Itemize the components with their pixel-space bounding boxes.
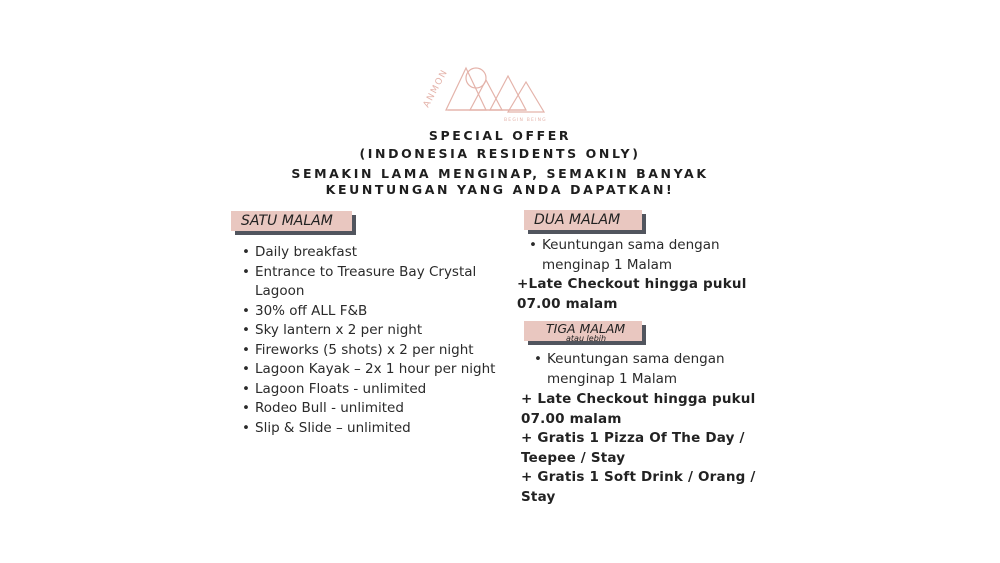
tiga-malam-tag-sub: atau lebih: [566, 334, 607, 343]
list-item: • Keuntungan sama dengan menginap 1 Malam: [529, 236, 749, 275]
list-item: • Entrance to Treasure Bay Crystal Lagoon: [242, 263, 517, 302]
satu-malam-tag: SATU MALAM: [231, 211, 352, 231]
dua-malam-list: [529, 236, 749, 275]
list-item: • Rodeo Bull - unlimited: [242, 399, 517, 419]
tiga-malam-list: [534, 350, 754, 389]
list-item: • Daily breakfast: [242, 243, 517, 263]
logo-tagline-text: BEGIN BEING: [504, 118, 547, 123]
list-item: • Keuntungan sama dengan menginap 1 Malam: [534, 350, 754, 389]
satu-malam-list: [242, 243, 517, 438]
anmon-logo: [408, 58, 550, 126]
list-item: • Sky lantern x 2 per night: [242, 321, 517, 341]
tiga-malam-tag: [524, 321, 642, 341]
offer-tagline-line2: KEUNTUNGAN YANG ANDA DAPATKAN!: [325, 182, 675, 197]
tiga-malam-pizza: + Gratis 1 Pizza Of The Day / Teepee / Stay: [521, 430, 745, 466]
offer-title: SPECIAL OFFER: [428, 128, 572, 143]
list-item: • Lagoon Kayak – 2x 1 hour per night: [242, 360, 517, 380]
dua-malam-late-checkout: +Late Checkout hingga pukul 07.00 malam: [517, 276, 747, 312]
offer-subtitle: (INDONESIA RESIDENTS ONLY): [359, 146, 641, 161]
offer-tagline-line1: SEMAKIN LAMA MENGINAP, SEMAKIN BANYAK: [291, 166, 709, 181]
tiga-malam-soft-drink: + Gratis 1 Soft Drink / Orang / Stay: [521, 469, 756, 505]
logo-brand-text: ANMON: [421, 67, 451, 110]
list-item: • Lagoon Floats - unlimited: [242, 380, 517, 400]
dua-malam-tag: DUA MALAM: [524, 210, 642, 230]
tiga-malam-late-checkout: + Late Checkout hingga pukul 07.00 malam: [521, 391, 756, 427]
list-item: • 30% off ALL F&B: [242, 302, 517, 322]
list-item: • Fireworks (5 shots) x 2 per night: [242, 341, 517, 361]
list-item: • Slip & Slide – unlimited: [242, 419, 517, 439]
tiga-malam-tag-label: TIGA MALAM: [546, 321, 626, 336]
